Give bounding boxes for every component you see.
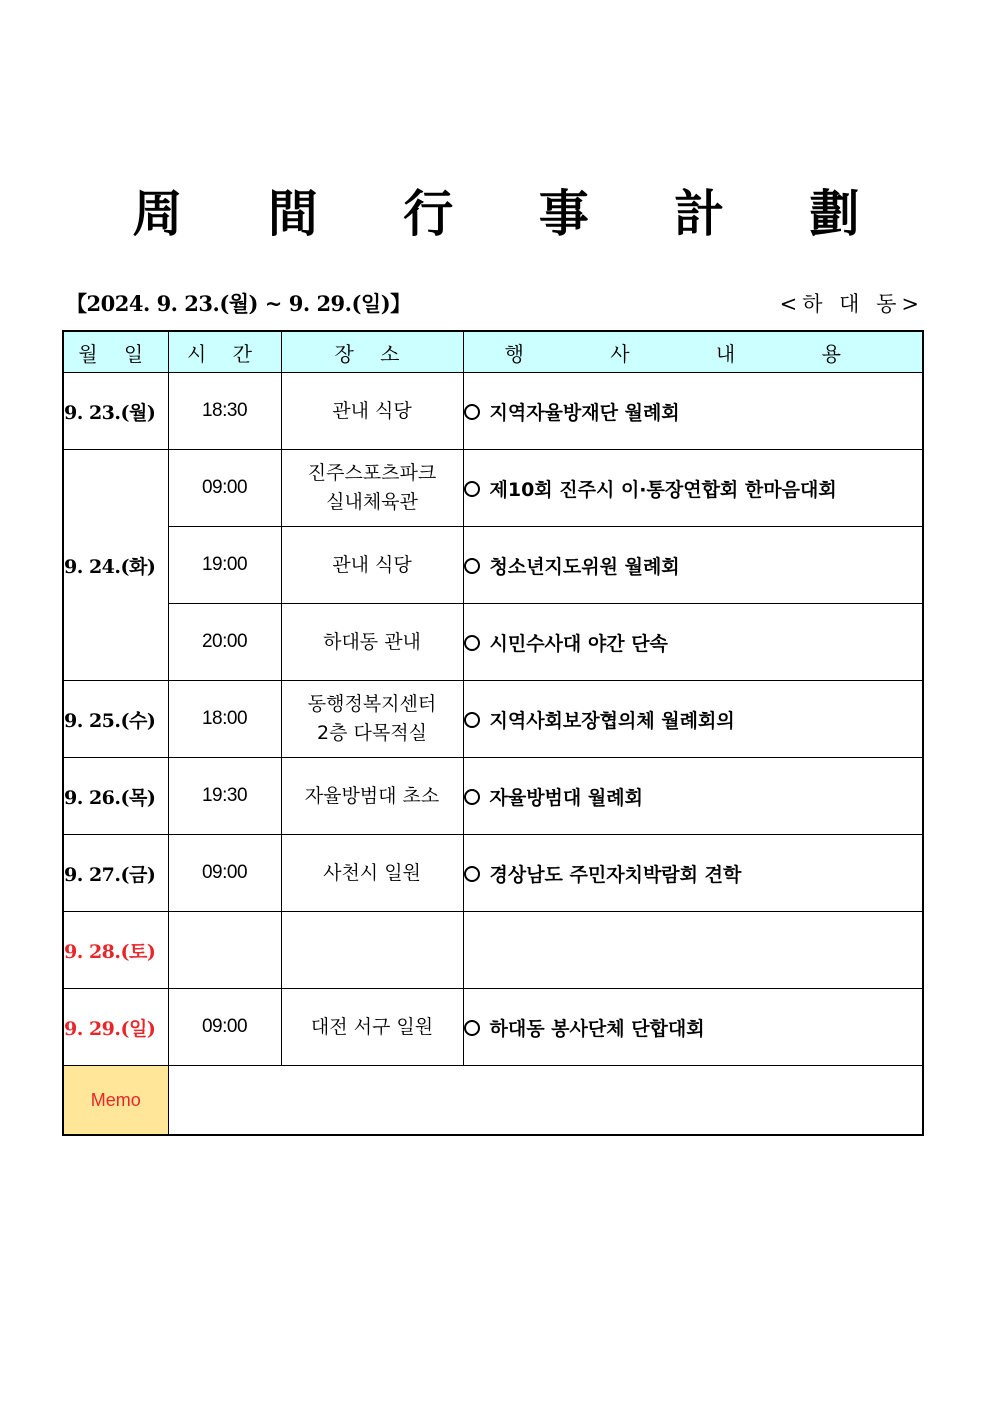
- memo-row: [63, 1066, 923, 1136]
- circle-bullet-icon: [464, 481, 480, 497]
- header-content: 행 사 내 용: [463, 331, 923, 373]
- event-cell: [463, 758, 923, 835]
- event-text: 청소년지도위원 월례회: [489, 555, 680, 578]
- date-cell: 9. 28.(토): [63, 912, 168, 989]
- table-header-row: [63, 331, 923, 373]
- place-line: 진주스포츠파크: [307, 462, 437, 484]
- circle-bullet-icon: [464, 866, 480, 882]
- date-cell: 9. 23.(월): [63, 373, 168, 450]
- circle-bullet-icon: [464, 1020, 480, 1036]
- date-cell: 9. 27.(금): [63, 835, 168, 912]
- event-cell: [463, 604, 923, 681]
- schedule-table: [62, 330, 924, 1136]
- place-cell: [281, 604, 463, 681]
- date-cell: 9. 29.(일): [63, 989, 168, 1066]
- place-cell: [281, 450, 463, 527]
- event-cell: [463, 912, 923, 989]
- place-line: 관내 식당: [332, 399, 412, 422]
- event-text: 제10회 진주시 이·통장연합회 한마음대회: [489, 478, 837, 501]
- event-cell: [463, 373, 923, 450]
- table-row: [63, 373, 923, 450]
- place-cell: [281, 989, 463, 1066]
- event-text: 자율방범대 월례회: [489, 786, 643, 809]
- place-cell: [281, 527, 463, 604]
- memo-field[interactable]: [168, 1066, 923, 1136]
- circle-bullet-icon: [464, 635, 480, 651]
- time-cell: 19:30: [168, 758, 281, 835]
- time-cell: 09:00: [168, 450, 281, 527]
- event-text: 하대동 봉사단체 단합대회: [489, 1017, 705, 1040]
- event-cell: [463, 989, 923, 1066]
- place-line: 사천시 일원: [323, 861, 421, 884]
- schedule-period: 【2024. 9. 23.(월) ~ 9. 29.(일)】: [66, 291, 411, 316]
- time-cell: 19:00: [168, 527, 281, 604]
- document-title: 周 間 行 事 計 劃: [132, 184, 894, 243]
- place-line: 하대동 관내: [323, 630, 421, 653]
- place-line: 실내체육관: [326, 491, 418, 513]
- event-cell: [463, 681, 923, 758]
- header-date: 월 일: [63, 331, 168, 373]
- place-line: 자율방범대 초소: [304, 784, 440, 807]
- place-line: 관내 식당: [332, 553, 412, 576]
- circle-bullet-icon: [464, 712, 480, 728]
- table-row: [63, 604, 923, 681]
- place-cell: [281, 681, 463, 758]
- circle-bullet-icon: [464, 404, 480, 420]
- event-cell: [463, 450, 923, 527]
- place-line: 대전 서구 일원: [310, 1015, 434, 1038]
- event-text: 경상남도 주민자치박람회 견학: [489, 863, 742, 886]
- date-cell: 9. 25.(수): [63, 681, 168, 758]
- event-text: 지역자율방재단 월례회: [489, 401, 680, 424]
- table-row: [63, 912, 923, 989]
- place-line: 2층 다목적실: [317, 722, 427, 744]
- time-cell: 18:00: [168, 681, 281, 758]
- time-cell: 20:00: [168, 604, 281, 681]
- time-cell: 18:30: [168, 373, 281, 450]
- place-cell: [281, 835, 463, 912]
- event-text: 시민수사대 야간 단속: [489, 632, 668, 655]
- place-cell: [281, 758, 463, 835]
- table-row: [63, 527, 923, 604]
- time-cell: 09:00: [168, 989, 281, 1066]
- table-row: [63, 450, 923, 527]
- circle-bullet-icon: [464, 789, 480, 805]
- place-line: 동행정복지센터: [307, 693, 437, 715]
- date-cell: 9. 24.(화): [63, 450, 168, 681]
- memo-label: Memo: [63, 1066, 168, 1136]
- place-cell: [281, 912, 463, 989]
- header-place: 장 소: [281, 331, 463, 373]
- event-cell: [463, 527, 923, 604]
- header-time: 시 간: [168, 331, 281, 373]
- event-text: 지역사회보장협의체 월례회의: [489, 709, 735, 732]
- table-row: [63, 681, 923, 758]
- table-row: [63, 835, 923, 912]
- time-cell: [168, 912, 281, 989]
- place-cell: [281, 373, 463, 450]
- event-cell: [463, 835, 923, 912]
- table-row: [63, 758, 923, 835]
- date-cell: 9. 26.(목): [63, 758, 168, 835]
- office-name: <하 대 동>: [779, 292, 924, 316]
- time-cell: 09:00: [168, 835, 281, 912]
- circle-bullet-icon: [464, 558, 480, 574]
- table-row: [63, 989, 923, 1066]
